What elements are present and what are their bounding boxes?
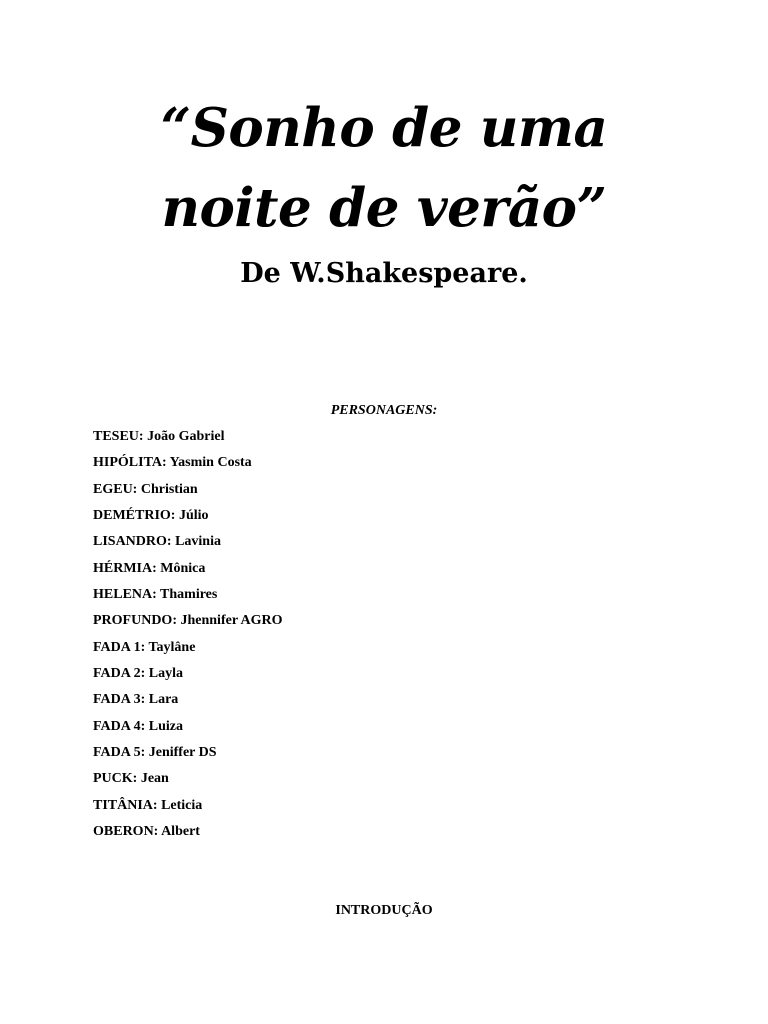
- cast-item: FADA 3: Lara: [93, 692, 179, 708]
- cast-item: TITÂNIA: Leticia: [93, 797, 203, 813]
- cast-item: HELENA: Thamires: [93, 587, 218, 603]
- cast-item: FADA 1: Taylâne: [93, 639, 196, 655]
- cast-item: FADA 2: Layla: [93, 666, 183, 682]
- cast-heading: PERSONAGENS:: [330, 403, 438, 418]
- cast-item: HIPÓLITA: Yasmin Costa: [93, 455, 252, 471]
- introduction-heading: INTRODUÇÃO: [335, 903, 433, 918]
- cast-item: TESEU: João Gabriel: [93, 429, 225, 444]
- cast-item: OBERON: Albert: [93, 824, 200, 840]
- cast-item: FADA 5: Jeniffer DS: [93, 745, 217, 761]
- cast-item: PROFUNDO: Jhennifer AGRO: [93, 613, 283, 629]
- cast-list: [93, 428, 283, 850]
- play-title: [0, 88, 768, 248]
- cast-item: FADA 4: Luiza: [93, 718, 183, 734]
- cast-item: LISANDRO: Lavinia: [93, 534, 221, 550]
- cast-item: EGEU: Christian: [93, 481, 198, 497]
- cast-item: HÉRMIA: Mônica: [93, 560, 206, 576]
- cast-item: DEMÉTRIO: Júlio: [93, 508, 209, 524]
- play-title-line-1: “Sonho de uma: [160, 97, 608, 159]
- author-subtitle: De W.Shakespeare.: [240, 258, 528, 289]
- cast-item: PUCK: Jean: [93, 771, 169, 787]
- play-title-line-2: noite de verão”: [161, 177, 607, 239]
